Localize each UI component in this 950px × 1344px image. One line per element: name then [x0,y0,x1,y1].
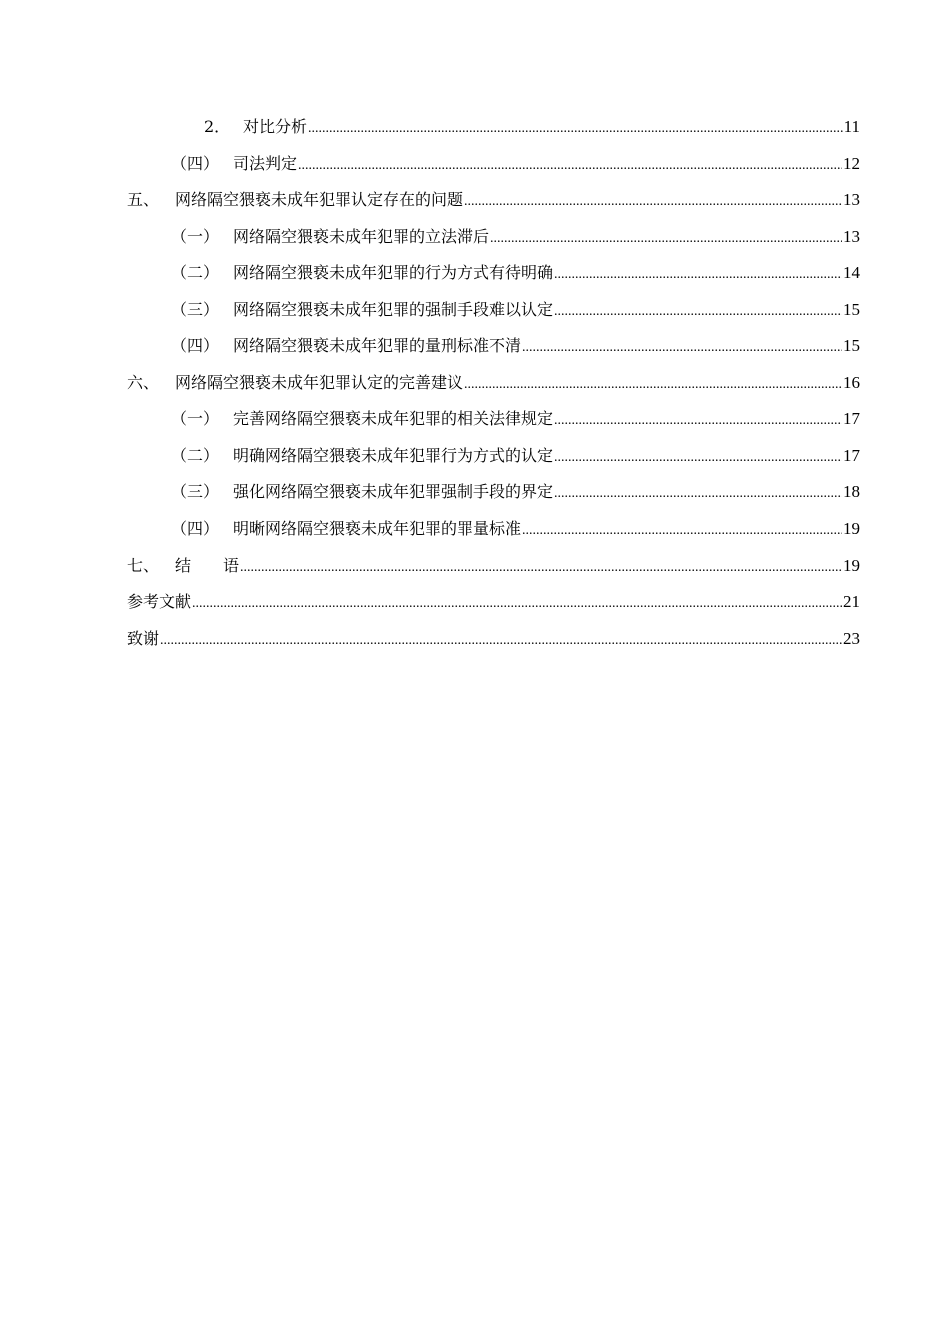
toc-entry-page: 17 [843,446,860,465]
toc-entry-number: （四） [171,336,220,355]
toc-entry[interactable] [171,334,860,358]
toc-dot-leader [554,263,842,287]
toc-entry-page: 19 [843,519,860,538]
toc-entry-number: 2． [204,117,231,136]
toc-entry[interactable] [171,480,860,504]
toc-entry-title: 致谢 [127,629,160,648]
toc-entry[interactable] [127,554,860,578]
toc-entry-number: （三） [171,482,220,501]
toc-entry-number: （三） [171,300,220,319]
toc-entry-title: 网络隔空猥亵未成年犯罪的量刑标准不清 [233,336,522,355]
toc-entry-number: （一） [171,409,220,428]
toc-entry-number: （二） [171,263,220,282]
toc-entry-title: 网络隔空猥亵未成年犯罪的行为方式有待明确 [233,263,554,282]
toc-entry-number: （一） [171,227,220,246]
toc-dot-leader [464,373,842,397]
toc-entry-title: 参考文献 [127,592,192,611]
toc-entry-title: 完善网络隔空猥亵未成年犯罪的相关法律规定 [233,409,554,428]
toc-entry-title: 网络隔空猥亵未成年犯罪的立法滞后 [233,227,490,246]
toc-dot-leader [522,336,842,360]
toc-entry-number: 七、 [127,556,160,575]
toc-dot-leader [554,482,842,506]
toc-entry-page: 11 [843,117,860,136]
toc-entry[interactable] [127,627,860,651]
toc-entry-page: 12 [843,154,860,173]
toc-entry-title: 对比分析 [243,117,308,136]
toc-entry[interactable] [127,590,860,614]
toc-entry-page: 13 [843,190,860,209]
toc-entry-title: 明晰网络隔空猥亵未成年犯罪的罪量标准 [233,519,522,538]
toc-entry-number: （四） [171,519,220,538]
toc-entry-page: 15 [843,336,860,355]
toc-entry-title: 强化网络隔空猥亵未成年犯罪强制手段的界定 [233,482,554,501]
toc-dot-leader [464,190,842,214]
toc-entry-title: 网络隔空猥亵未成年犯罪认定存在的问题 [175,190,464,209]
toc-entry-page: 19 [843,556,860,575]
toc-dot-leader [308,117,843,141]
toc-entry-page: 17 [843,409,860,428]
toc-entry-title: 结 语 [175,556,240,575]
toc-entry-page: 18 [843,482,860,501]
toc-entry-title: 网络隔空猥亵未成年犯罪的强制手段难以认定 [233,300,554,319]
toc-entry-page: 21 [843,592,860,611]
toc-entry-page: 23 [843,629,860,648]
toc-entry[interactable] [171,152,860,176]
toc-entry[interactable] [171,407,860,431]
toc-entry[interactable] [127,188,860,212]
toc-entry-number: 五、 [127,190,160,209]
toc-entry-title: 网络隔空猥亵未成年犯罪认定的完善建议 [175,373,464,392]
toc-entry-number: 六、 [127,373,160,392]
toc-dot-leader [554,300,842,324]
toc-dot-leader [160,629,842,653]
toc-dot-leader [490,227,842,251]
toc-entry-title: 明确网络隔空猥亵未成年犯罪行为方式的认定 [233,446,554,465]
toc-entry[interactable] [204,115,860,139]
toc-entry-number: （二） [171,446,220,465]
toc-dot-leader [554,409,842,433]
toc-entry[interactable] [171,261,860,285]
toc-entry[interactable] [171,517,860,541]
toc-entry[interactable] [171,444,860,468]
toc-dot-leader [192,592,842,616]
toc-entry[interactable] [171,298,860,322]
toc-dot-leader [522,519,842,543]
toc-entry-number: （四） [171,154,220,173]
toc-entry[interactable] [127,371,860,395]
toc-entry-page: 14 [843,263,860,282]
toc-entry-page: 13 [843,227,860,246]
toc-dot-leader [554,446,842,470]
toc-entry-page: 16 [843,373,860,392]
toc-dot-leader [240,556,842,580]
toc-entry-page: 15 [843,300,860,319]
toc-entry[interactable] [171,225,860,249]
toc-dot-leader [298,154,842,178]
toc-entry-title: 司法判定 [233,154,298,173]
